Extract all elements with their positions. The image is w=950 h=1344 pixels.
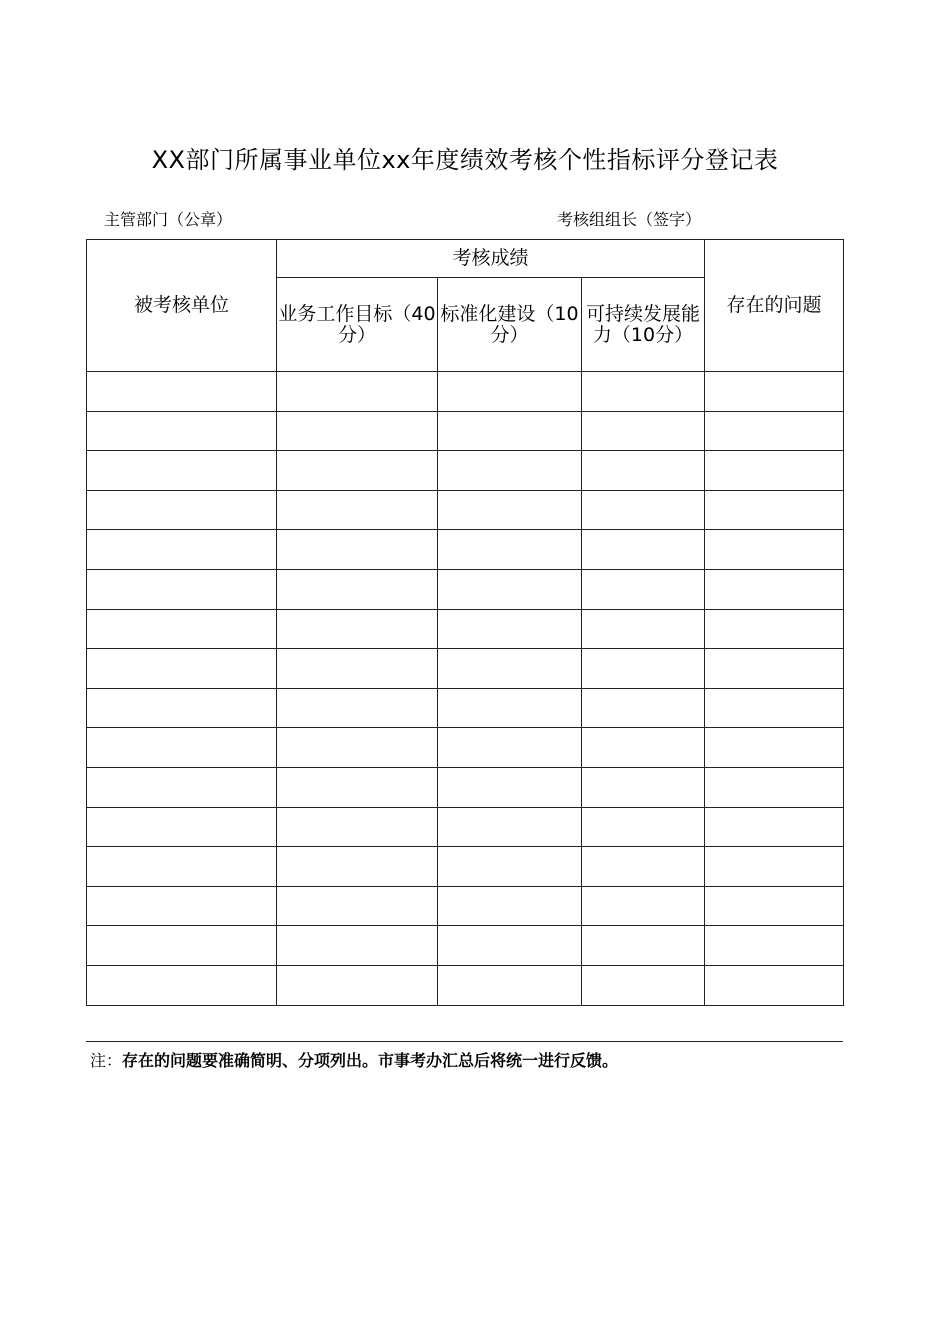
header-sustainability: 可持续发展能力（10分）: [582, 278, 705, 372]
table-row: [87, 372, 844, 412]
table-cell[interactable]: [87, 569, 277, 609]
table-cell[interactable]: [87, 847, 277, 887]
table-cell[interactable]: [277, 847, 438, 887]
table-cell[interactable]: [582, 372, 705, 412]
table-cell[interactable]: [87, 807, 277, 847]
table-cell[interactable]: [705, 807, 844, 847]
table-cell[interactable]: [582, 609, 705, 649]
table-cell[interactable]: [87, 530, 277, 570]
table-cell[interactable]: [87, 926, 277, 966]
table-cell[interactable]: [438, 926, 582, 966]
table-cell[interactable]: [438, 411, 582, 451]
table-cell[interactable]: [277, 609, 438, 649]
table-cell[interactable]: [582, 649, 705, 689]
table-cell[interactable]: [277, 926, 438, 966]
table-cell[interactable]: [438, 886, 582, 926]
table-cell[interactable]: [705, 411, 844, 451]
table-cell[interactable]: [705, 926, 844, 966]
table-cell[interactable]: [582, 847, 705, 887]
table-cell[interactable]: [582, 807, 705, 847]
table-cell[interactable]: [87, 965, 277, 1005]
table-cell[interactable]: [87, 728, 277, 768]
table-row: [87, 411, 844, 451]
table-cell[interactable]: [705, 569, 844, 609]
table-cell[interactable]: [582, 965, 705, 1005]
table-cell[interactable]: [438, 451, 582, 491]
header-scores-group: 考核成绩: [277, 240, 705, 278]
table-cell[interactable]: [582, 728, 705, 768]
table-cell[interactable]: [87, 490, 277, 530]
table-cell[interactable]: [705, 965, 844, 1005]
supervising-department-seal-label: 主管部门（公章）: [104, 210, 233, 229]
table-cell[interactable]: [438, 728, 582, 768]
table-cell[interactable]: [438, 609, 582, 649]
page-title: XX部门所属事业单位xx年度绩效考核个性指标评分登记表: [151, 146, 779, 174]
table-cell[interactable]: [582, 688, 705, 728]
table-cell[interactable]: [438, 965, 582, 1005]
header-issues: 存在的问题: [705, 240, 844, 372]
table-cell[interactable]: [277, 372, 438, 412]
table-row: [87, 767, 844, 807]
table-cell[interactable]: [277, 728, 438, 768]
table-cell[interactable]: [705, 886, 844, 926]
table-cell[interactable]: [705, 767, 844, 807]
table-cell[interactable]: [87, 649, 277, 689]
table-row: [87, 886, 844, 926]
table-cell[interactable]: [705, 490, 844, 530]
table-cell[interactable]: [277, 965, 438, 1005]
table-row: [87, 847, 844, 887]
table-cell[interactable]: [277, 886, 438, 926]
table-cell[interactable]: [438, 807, 582, 847]
table-cell[interactable]: [582, 926, 705, 966]
footer-note: 注：存在的问题要准确简明、分项列出。市事考办汇总后将统一进行反馈。: [90, 1051, 619, 1070]
header-assessed-unit: 被考核单位: [87, 240, 277, 372]
table-row: [87, 926, 844, 966]
table-cell[interactable]: [277, 451, 438, 491]
table-cell[interactable]: [438, 569, 582, 609]
table-cell[interactable]: [582, 767, 705, 807]
table-cell[interactable]: [705, 847, 844, 887]
table-cell[interactable]: [582, 569, 705, 609]
table-cell[interactable]: [438, 649, 582, 689]
header-standardization: 标准化建设（10分）: [438, 278, 582, 372]
table-cell[interactable]: [705, 451, 844, 491]
table-cell[interactable]: [277, 411, 438, 451]
table-cell[interactable]: [438, 490, 582, 530]
table-cell[interactable]: [582, 451, 705, 491]
table-cell[interactable]: [277, 530, 438, 570]
table-cell[interactable]: [87, 451, 277, 491]
table-cell[interactable]: [438, 767, 582, 807]
table-row: [87, 451, 844, 491]
score-register-table: [86, 239, 844, 1006]
header-business-goals: 业务工作目标（40分）: [277, 278, 438, 372]
table-cell[interactable]: [582, 490, 705, 530]
table-cell[interactable]: [277, 490, 438, 530]
table-row: [87, 965, 844, 1005]
table-cell[interactable]: [277, 569, 438, 609]
table-row: [87, 530, 844, 570]
table-cell[interactable]: [277, 649, 438, 689]
table-cell[interactable]: [277, 767, 438, 807]
table-cell[interactable]: [87, 411, 277, 451]
table-cell[interactable]: [582, 530, 705, 570]
table-cell[interactable]: [705, 649, 844, 689]
table-cell[interactable]: [438, 847, 582, 887]
table-cell[interactable]: [705, 688, 844, 728]
table-cell[interactable]: [705, 372, 844, 412]
table-row: [87, 609, 844, 649]
table-cell[interactable]: [582, 886, 705, 926]
table-cell[interactable]: [87, 767, 277, 807]
table-cell[interactable]: [705, 530, 844, 570]
table-cell[interactable]: [87, 886, 277, 926]
table-cell[interactable]: [277, 688, 438, 728]
table-row: [87, 490, 844, 530]
table-cell[interactable]: [438, 372, 582, 412]
table-cell[interactable]: [87, 688, 277, 728]
team-leader-signature-label: 考核组组长（签字）: [557, 210, 702, 229]
table-cell[interactable]: [438, 688, 582, 728]
table-row: [87, 649, 844, 689]
table-row: [87, 728, 844, 768]
table-cell[interactable]: [277, 807, 438, 847]
table-cell[interactable]: [582, 411, 705, 451]
table-cell[interactable]: [87, 372, 277, 412]
table-row: [87, 688, 844, 728]
table-cell[interactable]: [705, 609, 844, 649]
table-cell[interactable]: [87, 609, 277, 649]
table-cell[interactable]: [705, 728, 844, 768]
table-row: [87, 569, 844, 609]
footer-divider: [86, 1041, 843, 1042]
table-row: [87, 807, 844, 847]
table-cell[interactable]: [438, 530, 582, 570]
